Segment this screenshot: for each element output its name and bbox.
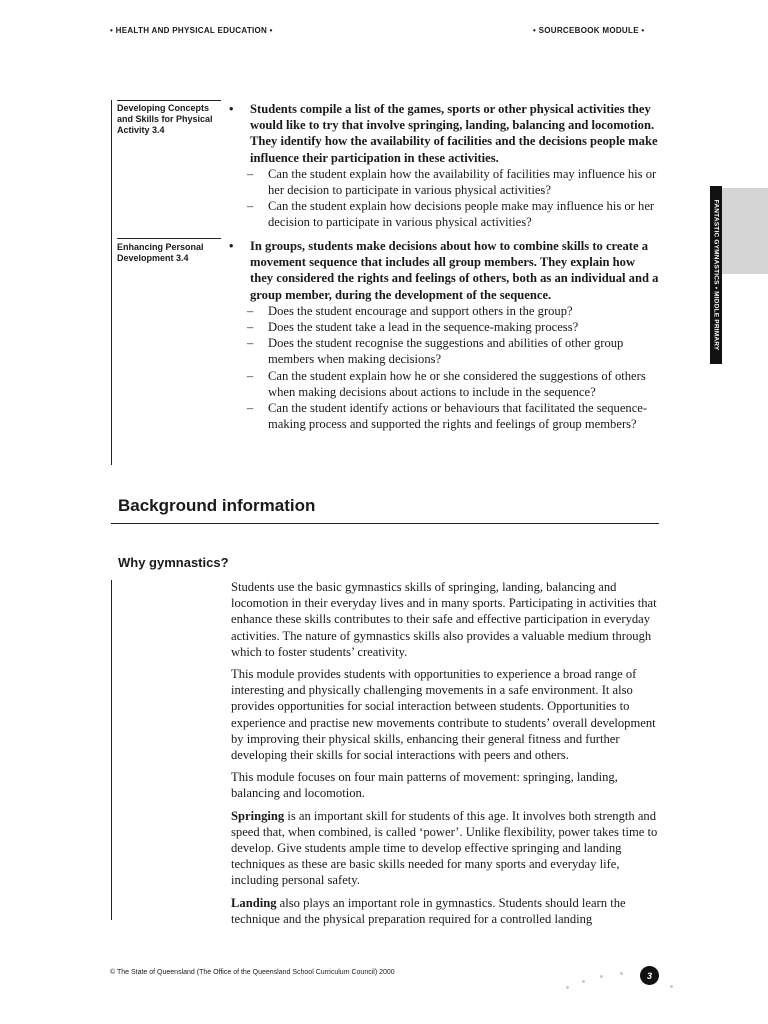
dash-marker: – — [247, 336, 254, 351]
decorative-dot — [670, 985, 673, 988]
outcome-statement: In groups, students make decisions about how to combine skills to create a movement sequence that includes all group members. They explain how they considered the rights and feelings of others, both as an individual and a group member, during the development of the sequence. — [250, 239, 659, 302]
outcome-label-epd: Enhancing Personal Development 3.4 — [117, 242, 204, 263]
paragraph: This module provides students with opportunities to experience a broad range of interesting and physically challenging movements in a safe environment. It also provides opportunities for social interaction between students. Opportunities to experience and practise new movements contribute to students’ overall development by improving their physical skills, enhancing their general fitness and further developing their skills for social interactions with peers and others. — [231, 667, 656, 763]
dash-marker: – — [247, 320, 254, 335]
decorative-dot — [566, 986, 569, 989]
outcome-statement: Students compile a list of the games, sports or other physical activities they would like to try that involve springing, landing, balancing and locomotion. They identify how the availability of facilities and the decisions people make influence their participation in these activities. — [250, 102, 658, 165]
dash-marker: – — [247, 303, 254, 318]
question-text: Can the student explain how decisions people make may influence his or her decision to participate in various physical activities? — [268, 199, 655, 230]
paragraph — [231, 895, 663, 927]
dash-marker: – — [247, 166, 254, 181]
outcome-label-dcsp: Developing Concepts and Skills for Physical Activity 3.4 — [117, 103, 213, 135]
paragraph: Students use the basic gymnastics skills of springing, landing, balancing and locomotion in their everyday lives and in many sports. Participating in activities that enhance these skills contributes to their safe and effective participation in everyday activities. The nature of gymnastics skills also provides a valuable medium through which to foster students’ creativity. — [231, 580, 657, 659]
bullet-marker: • — [229, 239, 234, 253]
question-text: Can the student identify actions or behaviours that facilitated the sequence-making process and supported the rights and feelings of group members? — [268, 401, 648, 432]
question-text: Can the student explain how the availability of facilities may influence his or her decision to participate in various physical activities? — [268, 166, 657, 198]
dash-marker: – — [247, 401, 254, 416]
module-side-label — [710, 186, 722, 364]
assessment-question — [247, 303, 661, 319]
copyright-footer: © The State of Queensland (The Office of the Queensland School Curriculum Council) 2000 — [110, 969, 395, 976]
decorative-dot — [600, 975, 603, 978]
assessment-question — [247, 319, 661, 335]
question-text: Can the student explain how he or she considered the suggestions of others when making decisions about actions to include in the sequence? — [268, 368, 646, 399]
running-header-left: • HEALTH AND PHYSICAL EDUCATION • — [110, 26, 273, 35]
assessment-question — [247, 198, 661, 230]
dash-marker: – — [247, 199, 254, 214]
page-number: 3 — [640, 966, 659, 985]
outcome-label-rule — [117, 100, 221, 101]
paragraph — [231, 808, 663, 889]
assessment-question — [247, 368, 661, 400]
question-text: Does the student recognise the suggestions and abilities of other group members when making decisions? — [268, 336, 624, 367]
assessment-question — [247, 335, 661, 367]
paragraph-text: also plays an important role in gymnastics. Students should learn the technique and the physical preparation required for a controlled landing — [231, 895, 626, 926]
outcome-block-epd — [231, 238, 661, 432]
paragraph: This module focuses on four main patterns of movement: springing, landing, balancing and locomotion. — [231, 770, 618, 801]
section-divider — [111, 523, 659, 524]
decorative-dot — [620, 972, 623, 975]
module-side-label-text: FANTASTIC GYMNASTICS • MIDDLE PRIMARY — [712, 199, 720, 351]
bold-term: Landing — [231, 895, 277, 910]
decorative-dot — [582, 980, 585, 983]
side-tab — [720, 188, 768, 274]
subsection-title: Why gymnastics? — [118, 555, 229, 570]
bullet-marker: • — [229, 102, 234, 116]
assessment-question — [247, 166, 661, 198]
bold-term: Springing — [231, 808, 285, 823]
margin-rule-bottom — [111, 580, 112, 920]
question-text: Does the student encourage and support others in the group? — [268, 303, 573, 318]
outcome-block-dcsp — [231, 101, 661, 231]
section-title: Background information — [118, 496, 316, 515]
outcome-label-rule — [117, 238, 221, 239]
running-header-right: • SOURCEBOOK MODULE • — [533, 26, 645, 35]
dash-marker: – — [247, 368, 254, 383]
question-text: Does the student take a lead in the sequence-making process? — [268, 320, 579, 335]
paragraph-text: is an important skill for students of this age. It involves both strength and speed that, when combined, is called ‘power’. Unlike flexibility, power takes time to develop. Give students ample time to develop effective springing and landing techniques as these are basic skills needed for many sports and everyday life, including personal safety. — [231, 808, 658, 888]
body-text — [231, 579, 663, 933]
margin-rule-top — [111, 100, 112, 465]
assessment-question — [247, 400, 661, 432]
